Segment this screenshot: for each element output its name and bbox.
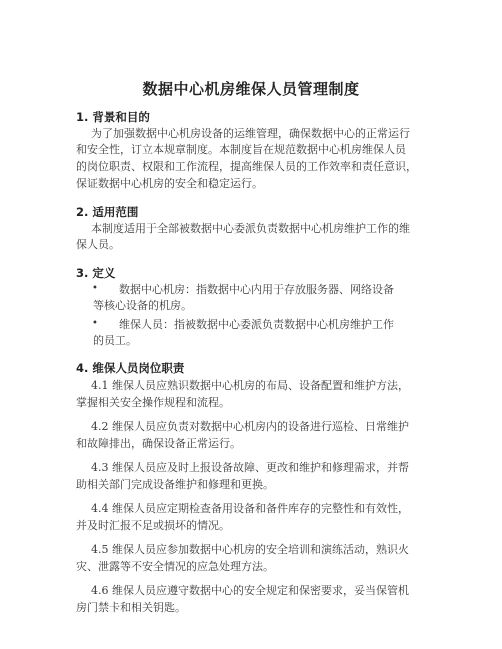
paragraph-line: 为了加强数据中心机房设备的运维管理，确保数据中心的正常运行 — [91, 127, 410, 140]
paragraph-line: 的岗位职责、权限和工作流程，提高维保人员的工作效率和责任意识， — [76, 160, 417, 173]
bullet-marker: • — [92, 318, 98, 329]
section-heading-definitions: 3. 定义 — [76, 266, 116, 280]
bullet-line: 数据中心机房：指数据中心内用于存放服务器、网络设备 — [119, 283, 394, 296]
duty-line: 灾、泄露等不安全情况的应急处理方法。 — [76, 560, 274, 573]
duty-line: 掌握相关安全操作规程和流程。 — [76, 396, 230, 409]
section-heading-scope: 2. 适用范围 — [76, 205, 139, 219]
duty-line: 4.3 维保人员应及时上报设备故障、更改和维护和修理需求，并帮 — [91, 461, 409, 474]
duty-line: 4.1 维保人员应熟识数据中心机房的布局、设备配置和维护方法， — [91, 379, 409, 392]
duty-line: 4.6 维保人员应遵守数据中心的安全规定和保密要求，妥当保管机 — [91, 584, 409, 597]
duty-line: 4.5 维保人员应参加数据中心机房的安全培训和演练活动，熟识火 — [91, 543, 409, 556]
paragraph-line: 和安全性，订立本规章制度。本制度旨在规范数据中心机房维保人员 — [76, 143, 406, 156]
section-heading-duties: 4. 维保人员岗位职责 — [76, 361, 185, 375]
duty-line: 4.4 维保人员应定期检查备用设备和备件库存的完整性和有效性， — [91, 502, 409, 515]
bullet-marker: • — [92, 283, 98, 294]
paragraph-line: 本制度适用于全部被数据中心委派负责数据中心机房维护工作的维 — [91, 222, 410, 235]
section-heading-background: 1. 背景和目的 — [76, 110, 150, 124]
duty-line: 和故障排出，确保设备正常运行。 — [76, 437, 241, 450]
bullet-line: 等核心设备的机房。 — [93, 299, 192, 312]
document-title: 数据中心机房维保人员管理制度 — [142, 80, 360, 98]
bullet-line: 的员工。 — [93, 334, 137, 347]
duty-line: 4.2 维保人员应负责对数据中心机房内的设备进行巡检、日常维护 — [91, 420, 409, 433]
paragraph-line: 保人员。 — [76, 238, 120, 251]
paragraph-line: 保证数据中心机房的安全和稳定运行。 — [76, 177, 263, 190]
duty-line: 并及时汇报不足或损坏的情况。 — [76, 519, 230, 532]
duty-line: 助相关部门完成设备维护和修理和更换。 — [76, 478, 274, 491]
duty-line: 房门禁卡和相关钥匙。 — [76, 601, 186, 614]
bullet-line: 维保人员：指被数据中心委派负责数据中心机房维护工作 — [119, 318, 394, 331]
